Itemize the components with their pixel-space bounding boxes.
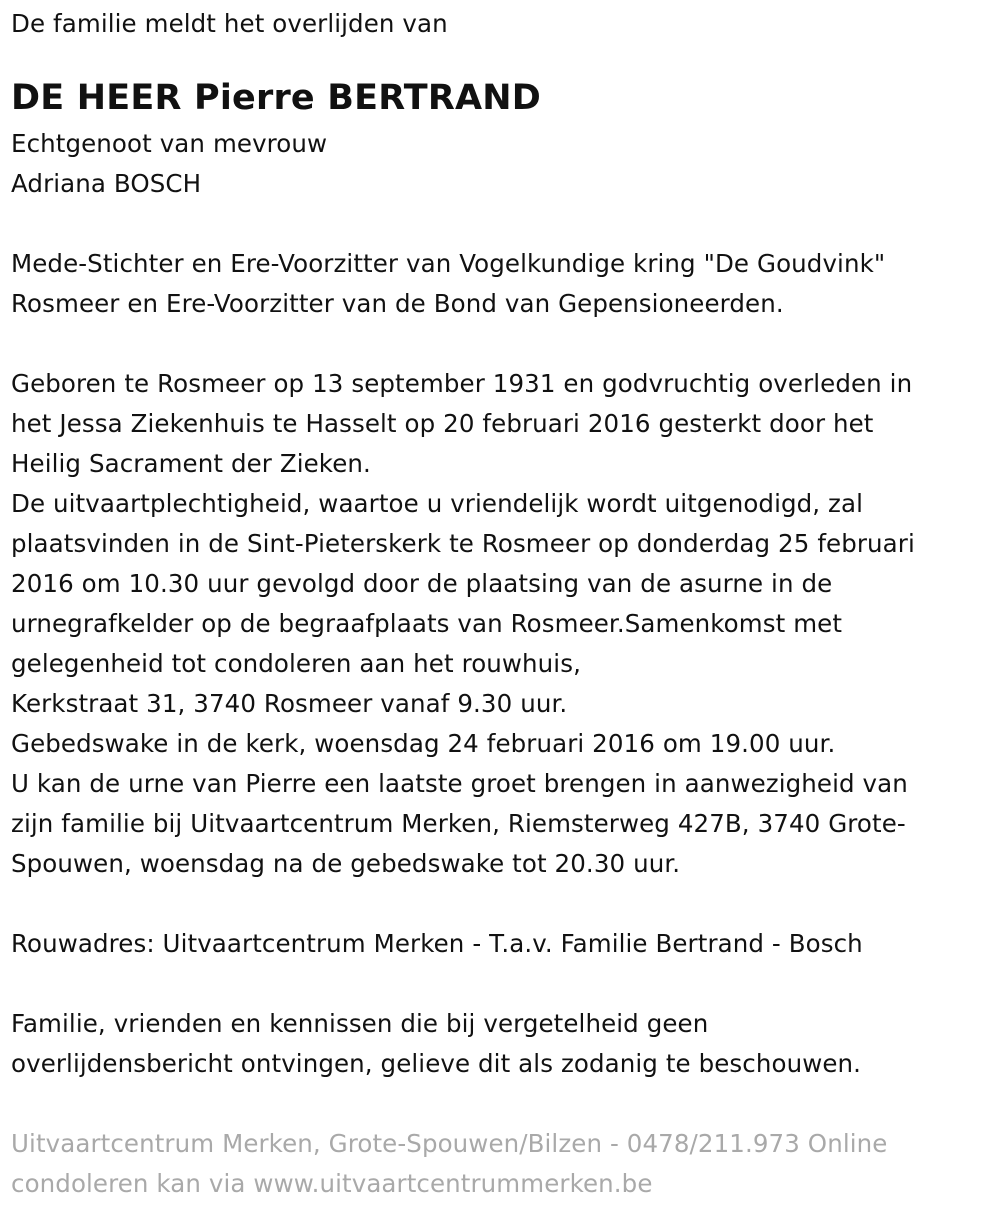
roles-block bbox=[11, 244, 991, 324]
role-line: Rosmeer en Ere-Voorzitter van de Bond van Gepensioneerden. bbox=[11, 289, 784, 318]
spouse-block bbox=[11, 124, 991, 204]
detail-line: 2016 om 10.30 uur gevolgd door de plaatsing van de asurne in de bbox=[11, 569, 833, 598]
notice-line: Familie, vrienden en kennissen die bij vergetelheid geen bbox=[11, 1009, 709, 1038]
funeral-home-footer bbox=[11, 1124, 991, 1204]
detail-line: Heilig Sacrament der Zieken. bbox=[11, 449, 371, 478]
detail-line: gelegenheid tot condoleren aan het rouwhuis, bbox=[11, 649, 581, 678]
detail-line: Spouwen, woensdag na de gebedswake tot 20.30 uur. bbox=[11, 849, 681, 878]
details-block bbox=[11, 364, 991, 884]
detail-line: het Jessa Ziekenhuis te Hasselt op 20 februari 2016 gesterkt door het bbox=[11, 409, 874, 438]
spouse-line: Echtgenoot van mevrouw bbox=[11, 129, 328, 158]
notice-block bbox=[11, 1004, 991, 1084]
detail-line: plaatsvinden in de Sint-Pieterskerk te Rosmeer op donderdag 25 februari bbox=[11, 529, 915, 558]
detail-line: Geboren te Rosmeer op 13 september 1931 en godvruchtig overleden in bbox=[11, 369, 913, 398]
footer-line: condoleren kan via www.uitvaartcentrummerken.be bbox=[11, 1169, 653, 1198]
spouse-name: Adriana BOSCH bbox=[11, 169, 202, 198]
spacer bbox=[11, 1084, 991, 1124]
spacer bbox=[11, 884, 991, 924]
deceased-name: DE HEER Pierre BERTRAND bbox=[11, 78, 542, 118]
intro-text: De familie meldt het overlijden van bbox=[11, 9, 448, 38]
detail-line: De uitvaartplechtigheid, waartoe u vriendelijk wordt uitgenodigd, zal bbox=[11, 489, 864, 518]
footer-line: Uitvaartcentrum Merken, Grote-Spouwen/Bilzen - 0478/211.973 Online bbox=[11, 1129, 888, 1158]
spacer bbox=[11, 324, 991, 364]
detail-line: Gebedswake in de kerk, woensdag 24 februari 2016 om 19.00 uur. bbox=[11, 729, 836, 758]
detail-line: Kerkstraat 31, 3740 Rosmeer vanaf 9.30 uur. bbox=[11, 689, 568, 718]
spacer bbox=[11, 204, 991, 244]
detail-line: urnegrafkelder op de begraafplaats van Rosmeer.Samenkomst met bbox=[11, 609, 843, 638]
role-line: Mede-Stichter en Ere-Voorzitter van Vogelkundige kring "De Goudvink" bbox=[11, 249, 886, 278]
notice-line: overlijdensbericht ontvingen, gelieve dit als zodanig te beschouwen. bbox=[11, 1049, 862, 1078]
spacer bbox=[11, 964, 991, 1004]
mourning-address: Rouwadres: Uitvaartcentrum Merken - T.a.v. Familie Bertrand - Bosch bbox=[11, 929, 863, 958]
detail-line: zijn familie bij Uitvaartcentrum Merken, Riemsterweg 427B, 3740 Grote- bbox=[11, 809, 906, 838]
detail-line: U kan de urne van Pierre een laatste groet brengen in aanwezigheid van bbox=[11, 769, 908, 798]
obituary-notice bbox=[11, 4, 991, 1204]
